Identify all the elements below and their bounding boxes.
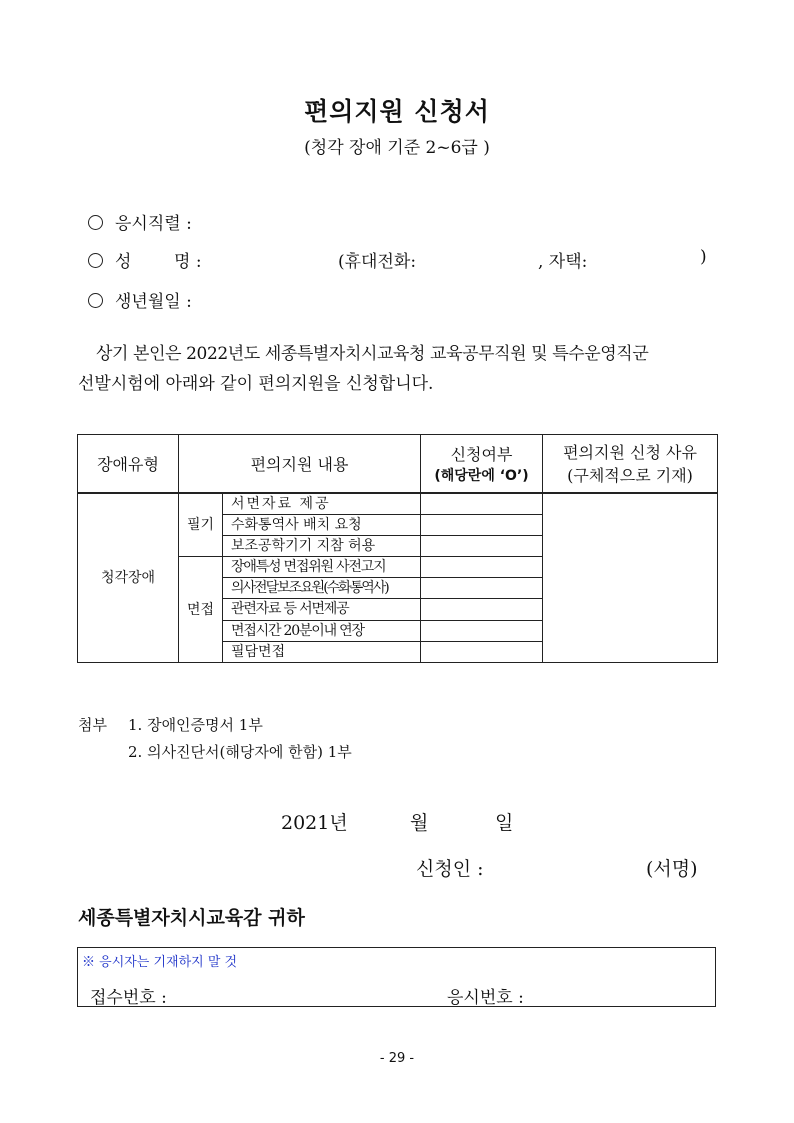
home-phone-close: ): [700, 247, 707, 267]
home-phone-label: , 자택:: [538, 252, 588, 272]
header-apply-line2: (해당란에 ‘O’): [434, 467, 529, 484]
support-item: 보조공학기기 지참 허용: [223, 535, 421, 556]
attachments-label: 첨부: [78, 716, 107, 734]
apply-cell[interactable]: [421, 557, 543, 578]
apply-cell[interactable]: [421, 493, 543, 515]
support-item: 서면자료 제공: [223, 493, 421, 515]
apply-cell[interactable]: [421, 535, 543, 556]
disability-type-cell: 청각장애: [78, 493, 179, 663]
mobile-label: (휴대전화:: [338, 252, 417, 272]
header-reason-line1: 편의지원 신청 사유: [563, 443, 697, 463]
signature-label: (서명): [646, 858, 698, 880]
section-written: 필기: [179, 493, 223, 557]
position-label: 응시직렬 :: [115, 214, 192, 234]
header-reason: [543, 435, 718, 493]
section-interview: 면접: [179, 557, 223, 663]
page-number: - 29 -: [379, 1051, 415, 1066]
header-apply-line1: 신청여부: [450, 444, 513, 464]
apply-cell[interactable]: [421, 514, 543, 535]
header-support-content: 편의지원 내용: [179, 435, 421, 493]
apply-cell[interactable]: [421, 578, 543, 599]
body-line-1: 상기 본인은 2022년도 세종특별자치시교육청 교육공무직원 및 특수운영직군: [96, 344, 649, 364]
form-title: 편의지원 신청서: [304, 97, 490, 126]
applicant-label: 신청인 :: [416, 858, 484, 880]
support-table: [77, 434, 718, 663]
reason-cell[interactable]: [543, 493, 718, 663]
circle-bullet-icon: [88, 253, 103, 268]
table-row: [78, 493, 718, 515]
name-label-2: 명 :: [174, 252, 202, 272]
field-position: [88, 209, 192, 234]
date-year: 2021년: [281, 812, 348, 834]
receipt-number-label: 접수번호 :: [90, 988, 167, 1008]
support-item: 필담면접: [223, 641, 421, 662]
name-label: 성: [115, 252, 132, 272]
field-name: [88, 247, 718, 272]
support-item: 수화통역사 배치 요청: [223, 514, 421, 535]
support-item: 장애특성 면접위원 사전고지: [223, 557, 421, 578]
field-birthdate: [88, 287, 192, 312]
header-disability-type: 장애유형: [78, 435, 179, 493]
header-apply: [421, 435, 543, 493]
birthdate-label: 생년월일 :: [115, 292, 192, 312]
date-month: 월: [410, 812, 429, 834]
attachment-item: 1. 장애인증명서 1부: [128, 716, 263, 734]
circle-bullet-icon: [88, 215, 103, 230]
circle-bullet-icon: [88, 293, 103, 308]
exam-number-label: 응시번호 :: [447, 988, 524, 1008]
addressee: 세종특별자치시교육감 귀하: [78, 907, 305, 929]
body-line-2: 선발시험에 아래와 같이 편의지원을 신청합니다.: [78, 374, 434, 394]
receipt-box: [77, 947, 716, 1007]
support-item: 의사전달보조요원(수화통역사): [223, 578, 421, 599]
apply-cell[interactable]: [421, 599, 543, 620]
apply-cell[interactable]: [421, 641, 543, 662]
apply-cell[interactable]: [421, 620, 543, 641]
header-reason-line2: (구체적으로 기재): [567, 466, 693, 486]
support-item: 관련자료 등 서면제공: [223, 599, 421, 620]
receipt-note: ※ 응시자는 기재하지 말 것: [82, 955, 238, 970]
attachment-item: 2. 의사진단서(해당자에 한함) 1부: [128, 743, 352, 761]
support-item: 면접시간 20분이내 연장: [223, 620, 421, 641]
form-subtitle: (청각 장애 기준 2~6급 ): [304, 138, 490, 158]
date-day: 일: [495, 812, 514, 834]
